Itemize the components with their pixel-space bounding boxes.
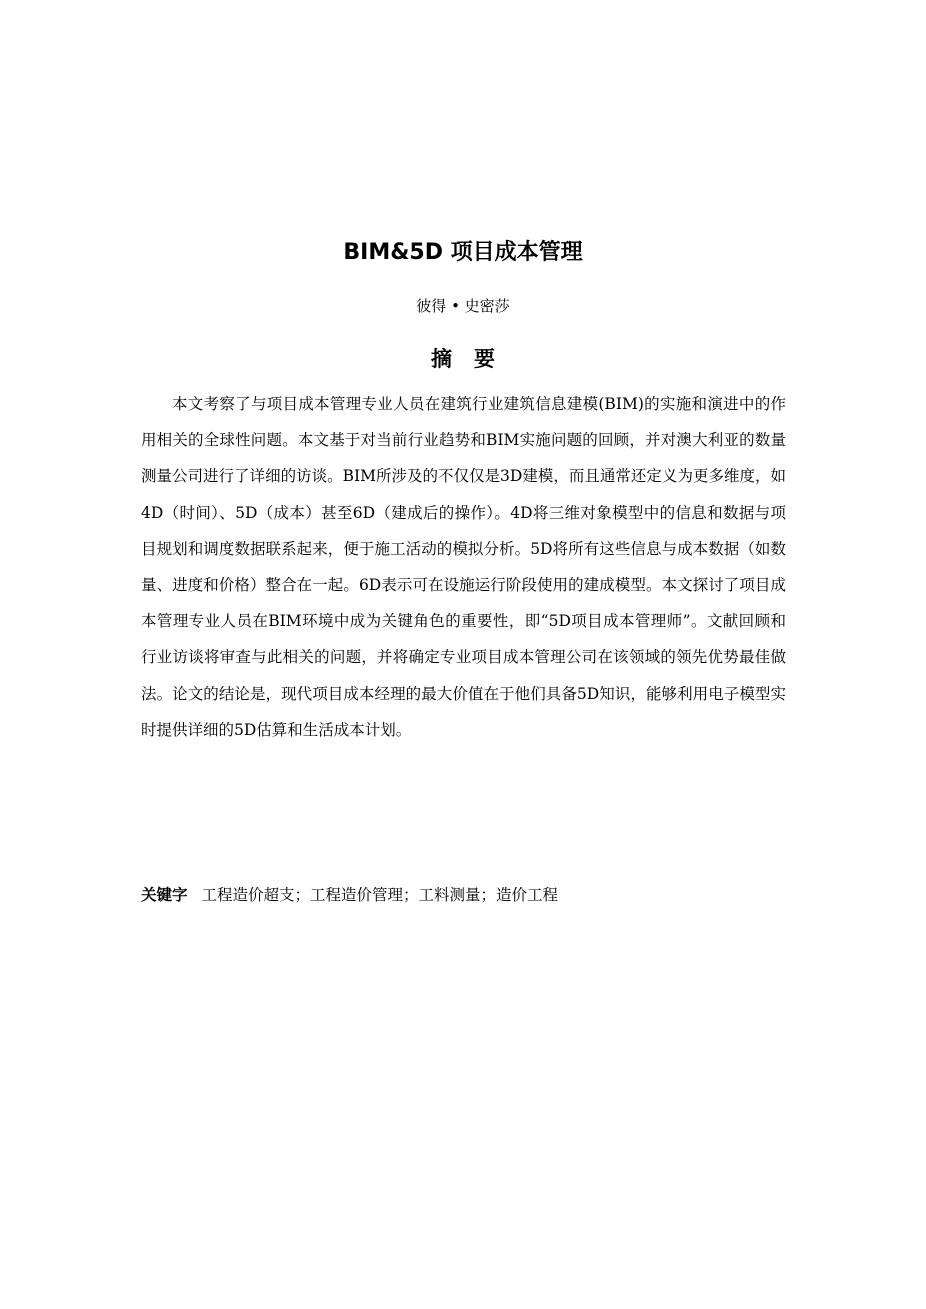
abstract-heading: 摘要 — [431, 347, 517, 371]
keywords-line — [141, 878, 786, 912]
keywords-text: 工程造价超支；工程造价管理；工料测量；造价工程 — [201, 886, 559, 904]
keywords-label: 关键字 — [141, 886, 188, 904]
abstract-body: 本文考察了与项目成本管理专业人员在建筑行业建筑信息建模(BIM)的实施和演进中的作用相关的全球性问题。本文基于对当前行业趋势和BIM实施问题的回顾，并对澳大利亚的数量测量公司进行了详细的访谈。BIM所涉及的不仅仅是3D建模，而且通常还定义为更多维度，如4D（时间）、5D（成本）甚至6D（建成后的操作）。4D将三维对象模型中的信息和数据与项目规划和调度数据联系起来，便于施工活动的模拟分析。5D将所有这些信息与成本数据（如数量、进度和价格）整合在一起。6D表示可在设施运行阶段使用的建成模型。本文探讨了项目成本管理专业人员在BIM环境中成为关键角色的重要性，即“5D项目成本管理师”。文献回顾和行业访谈将审查与此相关的问题，并将确定专业项目成本管理公司在该领域的领先优势最佳做法。论文的结论是，现代项目成本经理的最大价值在于他们具备5D知识，能够利用电子模型实时提供详细的5D估算和生活成本计划。 — [141, 395, 786, 739]
paper-title: BIM&5D 项目成本管理 — [343, 240, 583, 265]
paper-author: 彼得 • 史密莎 — [416, 297, 510, 315]
